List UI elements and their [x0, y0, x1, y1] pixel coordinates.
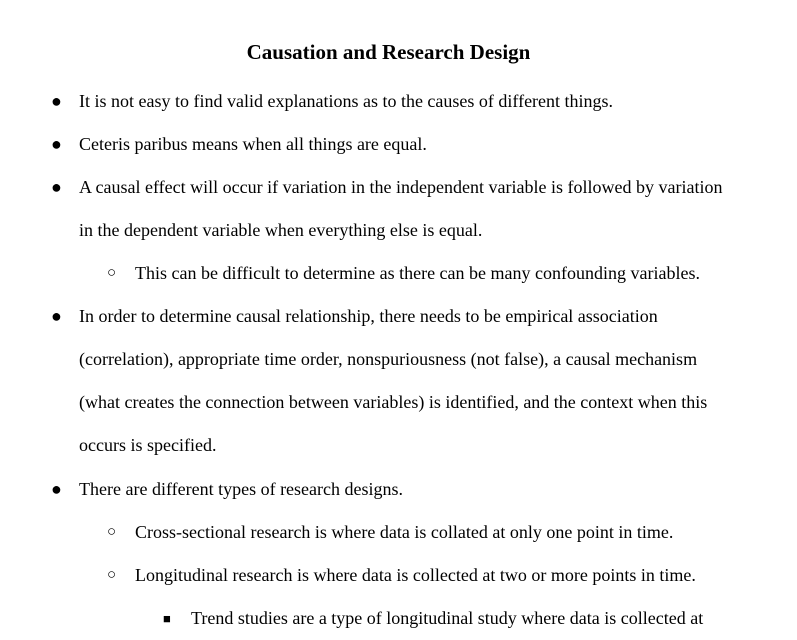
- bullet-circle-icon: ○: [107, 524, 117, 540]
- list-item-text: occurs is specified.: [79, 435, 217, 455]
- list-item-text: (correlation), appropriate time order, nonspuriousness (not false), a causal mechanism: [79, 349, 698, 369]
- list-item-text: In order to determine causal relationship, there needs to be empirical association: [79, 306, 658, 326]
- bullet-disc-icon: ●: [51, 177, 62, 197]
- list-item-text: There are different types of research designs.: [79, 479, 404, 499]
- list-item: [51, 123, 427, 166]
- bullet-disc-icon: ●: [51, 91, 62, 111]
- list-item-text: Ceteris paribus means when all things are equal.: [79, 134, 427, 154]
- list-item-text: Trend studies are a type of longitudinal study where data is collected at: [191, 608, 704, 628]
- bullet-square-icon: ■: [163, 611, 171, 626]
- list-item-text: in the dependent variable when everything else is equal.: [79, 220, 483, 240]
- bullet-circle-icon: ○: [107, 567, 117, 583]
- list-item: [51, 166, 723, 252]
- list-item-text: Cross-sectional research is where data is collated at only one point in time.: [135, 522, 674, 542]
- document-title: Causation and Research Design: [246, 40, 531, 64]
- bullet-disc-icon: ●: [51, 134, 62, 154]
- list-item: [51, 295, 708, 467]
- list-item: [51, 468, 404, 511]
- list-item-text: It is not easy to find valid explanations as to the causes of different things.: [79, 91, 614, 111]
- bullet-circle-icon: ○: [107, 265, 117, 281]
- bullet-disc-icon: ●: [51, 306, 62, 326]
- list-item: [163, 597, 704, 640]
- list-item-text: Longitudinal research is where data is collected at two or more points in time.: [135, 565, 696, 585]
- list-item: [107, 511, 674, 554]
- list-item: [107, 554, 696, 597]
- list-item: [107, 252, 700, 295]
- bullet-disc-icon: ●: [51, 479, 62, 499]
- list-item-text: A causal effect will occur if variation in the independent variable is followed by variation: [79, 177, 723, 197]
- list-item: [51, 80, 614, 123]
- list-item-text: (what creates the connection between variables) is identified, and the context when this: [79, 392, 708, 412]
- list-item-text: This can be difficult to determine as there can be many confounding variables.: [135, 263, 700, 283]
